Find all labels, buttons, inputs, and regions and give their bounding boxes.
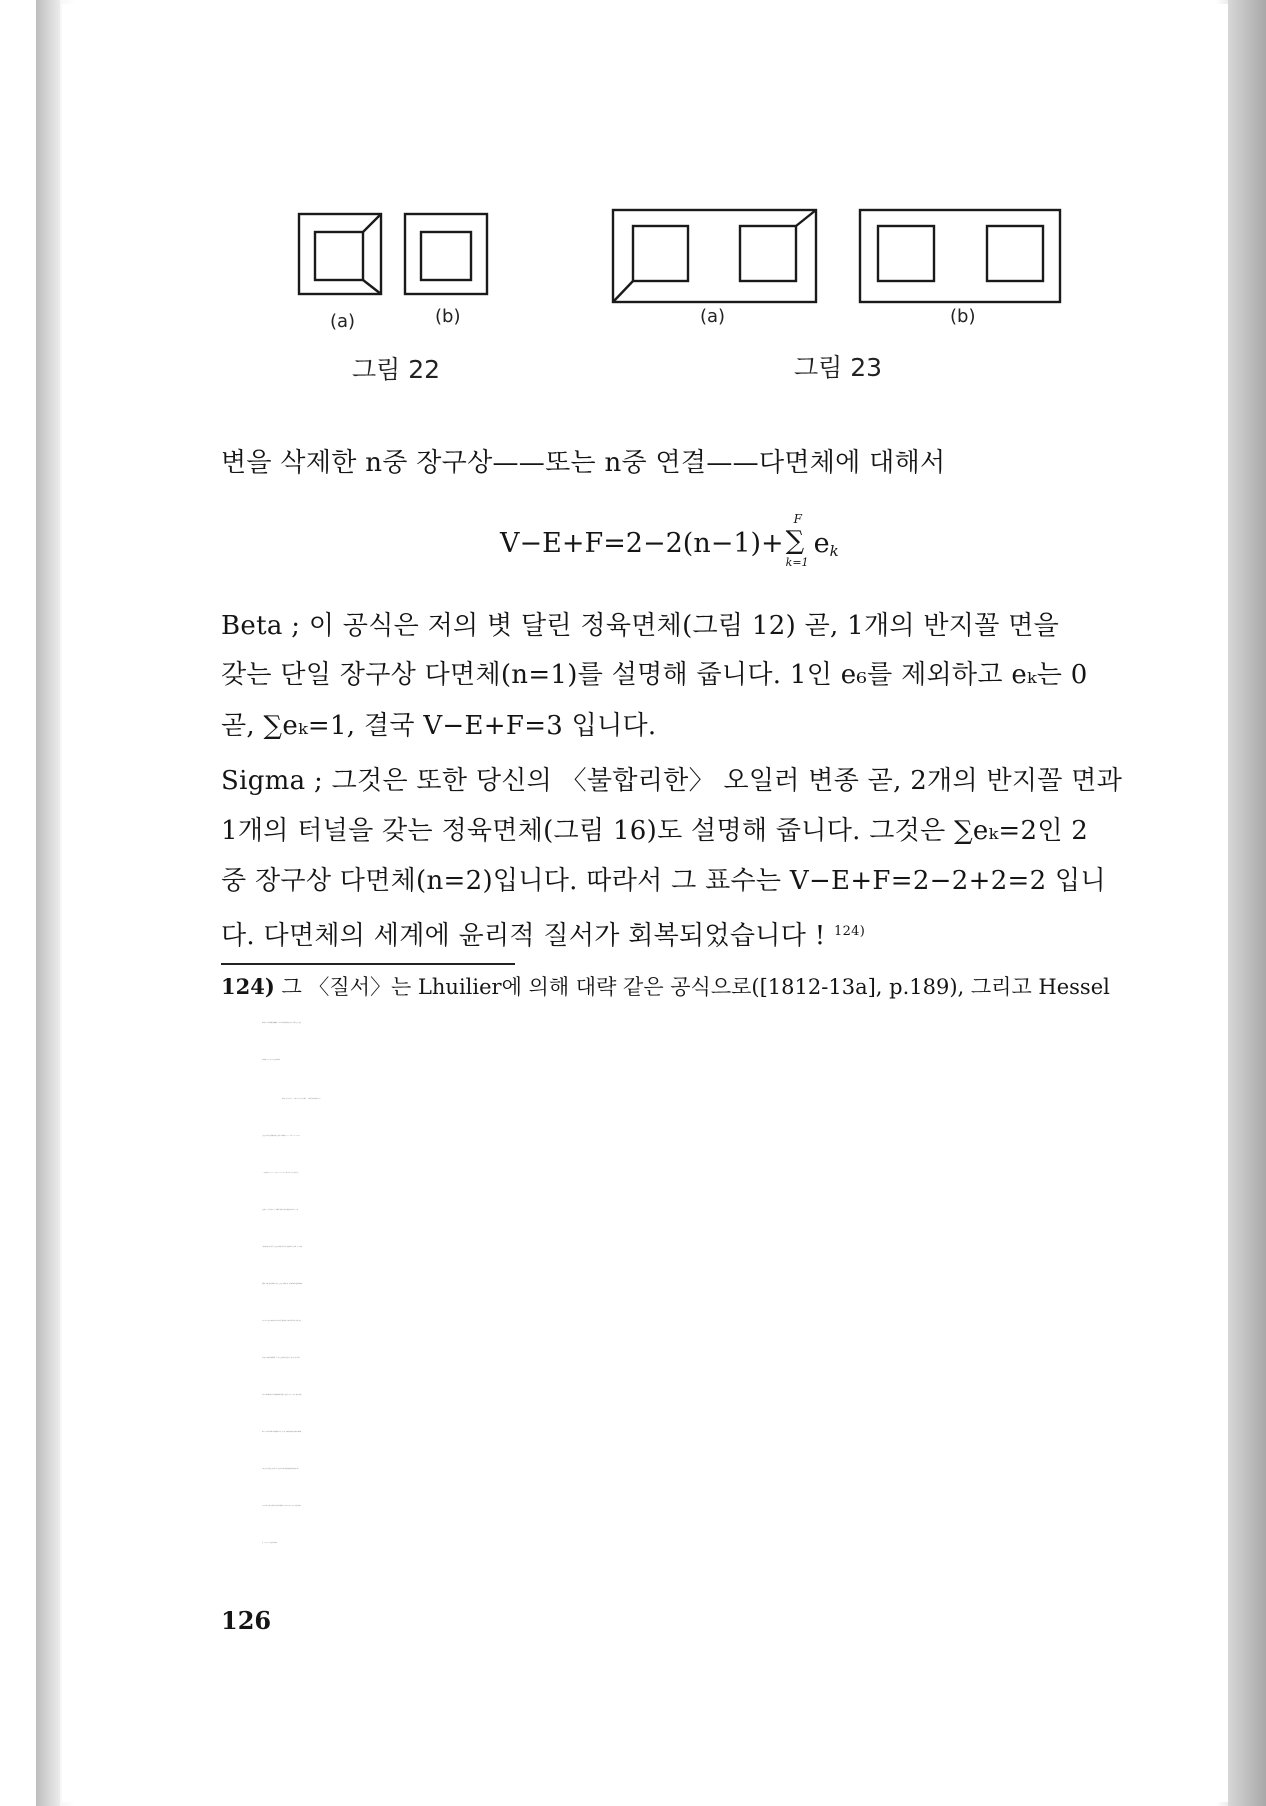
paragraph-line: Beta ; 이 공식은 저의 볏 달린 정육면체(그림 12) 곧, 1개의 반지꼴 면을	[221, 611, 1060, 641]
footnote-line: (그의 공식은 한 변을 공유하고 있는 이웃한 두 내부 다각형에 대해 성립하지 않는다).	[262, 1469, 299, 1470]
footnote-number: 124)	[221, 974, 275, 999]
fig22b-label: (b)	[435, 306, 461, 327]
euler-formula	[500, 511, 839, 569]
footnote-line	[221, 968, 1131, 1006]
footnote-line: 한 , p.143, 주 148)을 참조하여라.	[262, 1543, 278, 1544]
footnote-divider	[221, 963, 515, 965]
footnote-line: 공식을 그럭저럭 일반화하여 다음 공식에 도달하였다. V−E+F=2[(C−T+1)+(p₁+p₂	[262, 1136, 300, 1137]
footnote-line: Lhuilier의 〈귀납적 일반화〉의 비판에 대해서는 Listing [1861], pp.98-9를 보아라. 또	[262, 1506, 302, 1507]
sum-upper-limit: F	[793, 511, 802, 526]
figures-illustration	[0, 0, 1266, 400]
sum-lower-limit: k=1	[785, 555, 809, 569]
paragraph-last-text: 다. 다면체의 세계에 윤리적 질서가 회복되었습니다 !	[221, 921, 826, 951]
footnote-line: 에 의해 Euler 다면체를 함께 맞추는 여러 가지 방법에 대한 솜씨 없는 특별한 공식으로 회	[262, 1023, 302, 1024]
fig22-caption: 그림 22	[352, 355, 441, 384]
footnote-line: 〈내부 다각형〉에 관한 한 그것을 증명하였으나 터널이 그를 좌절시킨 듯하다. 그는 그의 세	[262, 1247, 302, 1248]
footnote-line: (p.53, 주 30)을 참조하여라). 더욱이 이러한 불완전성이 그의 소박한 추측이 거짓인 유일	[262, 1321, 301, 1322]
paragraph-line-last	[221, 908, 1131, 960]
paragraph-line: 곧, ∑eₖ=1, 결국 V−E+F=3 입니다.	[221, 711, 657, 741]
footnote-line: 공동의 수, T는 터널의 수, pᵢ는 i번째 면 위에 있는 내부 다각형의 수이다. 그는 또한	[262, 1210, 299, 1211]
paragraph-line: 중 장구상 다면체(n=2)입니다. 따라서 그 표수는 V−E+F=2−2+2=2 입니	[221, 866, 1106, 896]
fig22a-label: (a)	[330, 311, 356, 332]
formula-term-sub: k	[829, 542, 839, 560]
formula-term: e	[813, 528, 830, 559]
fig23b-label: (b)	[950, 306, 976, 327]
sum-symbol: F ∑ k=1	[785, 511, 809, 569]
fig22b-drawing	[405, 214, 487, 294]
fig22a-drawing	[299, 214, 381, 294]
paragraph-line: 갖는 단일 장구상 다면체(n=1)를 설명해 줍니다. 1인 e₆를 제외하고 eₖ는 0	[221, 660, 1088, 690]
footnote-line: 이 있는 다면체에서 터널의 수를 명확하게 결정할 수 없을 수도 있고, 그것은 〈내부 다각형	[262, 1395, 302, 1396]
footnote-line: 역사적으로 Lhuilier는——그의 논문 [1812-13a]에서——소박한 추측에 의해서 Euler	[282, 1099, 321, 1100]
intro-line: 변을 삭제한 n중 장구상——또는 n중 연결——다면체에 대해서	[221, 448, 946, 478]
footnote-line: 의 수〉가 아니라 관련된 반지꼴 면의 수라는 가능성도 있음에 주목하지 못하였기 때문이다	[262, 1432, 302, 1433]
footnote-text: 그 〈질서〉는 Lhuilier에 의해 대략 같은 공식으로([1812-13a], p.189), 그리고 Hessel	[281, 975, 1110, 999]
paragraph-line: Sigma ; 그것은 또한 당신의 〈불합리한〉 오일러 변종 곧, 2개의 반지꼴 면과	[221, 766, 1123, 796]
footnote-line: 종류의 〈예외〉를 설명하려는 의도로 공식을 구성하였으나, 그의 예외 목록은 불완전하였다	[262, 1284, 302, 1285]
fig23b-drawing	[860, 210, 1060, 302]
paragraph-line: 1개의 터널을 갖는 정육면체(그림 16)도 설명해 줍니다. 그것은 ∑eₖ=2인 2	[221, 816, 1089, 846]
footnote-line: +…)][*역자 주——V−E+F=2(C−T+1)+p₁+p₂+…의 오기인 듯함.] 여기서 C는	[262, 1173, 299, 1174]
fig23a-label: (a)	[700, 306, 726, 327]
footnote-line: 복되었다. p.110, 주 107)을 참조하여라.	[262, 1060, 281, 1061]
page-number: 126	[221, 1606, 272, 1635]
footnote-reference: 124)	[834, 924, 866, 939]
footnote-line: 한 이유는 아니었다. 왜냐하면, 그는 여러 공동이 다중 연결일 수도 있으며, 가지 친 터널	[262, 1358, 300, 1359]
formula-main: V−E+F=2−2(n−1)+	[500, 528, 784, 559]
fig23a-drawing	[613, 210, 816, 302]
fig23-caption: 그림 23	[794, 353, 883, 382]
